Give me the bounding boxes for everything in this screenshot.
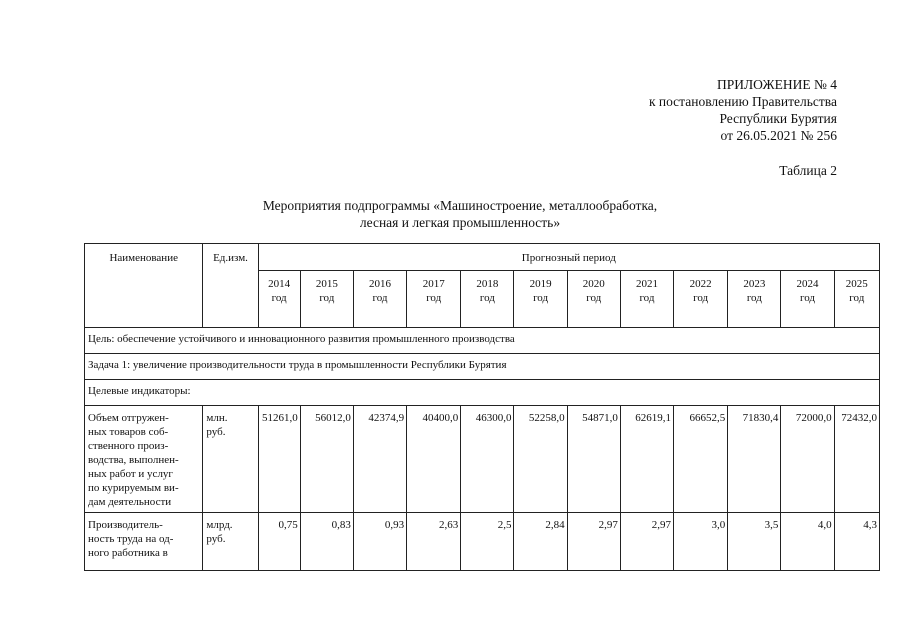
header-year-2016 bbox=[353, 271, 406, 328]
appendix-decree: к постановлению Правительства bbox=[648, 94, 837, 109]
value-cell-2015: 0,83 bbox=[300, 513, 353, 571]
value-cell-2024: 72000,0 bbox=[781, 406, 834, 513]
indicator-name-line: по курируемым ви- bbox=[88, 482, 179, 494]
header-year-suffix: год bbox=[800, 292, 816, 304]
goal-row: Цель: обеспечение устойчивого и инновационного развития промышленного производства bbox=[85, 328, 880, 354]
header-year-2024 bbox=[781, 271, 834, 328]
value-cell-2014: 0,75 bbox=[258, 513, 300, 571]
header-year-2014 bbox=[258, 271, 300, 328]
value-cell-2025: 4,3 bbox=[834, 513, 879, 571]
indicator-unit-cell bbox=[203, 406, 258, 513]
header-year-number: 2022 bbox=[689, 278, 712, 290]
header-year-suffix: год bbox=[319, 292, 335, 304]
header-year-number: 2025 bbox=[845, 278, 868, 290]
value-cell-2016: 42374,9 bbox=[353, 406, 406, 513]
value-cell-2018: 46300,0 bbox=[461, 406, 514, 513]
header-year-number: 2021 bbox=[635, 278, 658, 290]
value-cell-2019: 52258,0 bbox=[514, 406, 567, 513]
value-cell-2018: 2,5 bbox=[461, 513, 514, 571]
header-unit: Ед.изм. bbox=[203, 244, 258, 328]
indicator-name-line: ность труда на од- bbox=[88, 533, 174, 545]
value-cell-2024: 4,0 bbox=[781, 513, 834, 571]
appendix-number: ПРИЛОЖЕНИЕ № 4 bbox=[716, 77, 837, 92]
header-year-number: 2016 bbox=[369, 278, 392, 290]
table-row bbox=[85, 513, 880, 571]
value-cell-2023: 71830,4 bbox=[728, 406, 781, 513]
indicator-name-line: ного работника в bbox=[88, 547, 168, 559]
indicator-name-line: ных работ и услуг bbox=[88, 468, 173, 480]
task-row: Задача 1: увеличение производительности труда в промышленности Республики Бурятия bbox=[85, 354, 880, 380]
indicator-name-line: Производитель- bbox=[88, 519, 163, 531]
header-year-2021 bbox=[620, 271, 673, 328]
indicator-name-line: дам деятельности bbox=[88, 496, 172, 508]
header-year-number: 2023 bbox=[743, 278, 766, 290]
document-title bbox=[0, 197, 905, 231]
indicator-name-cell bbox=[85, 513, 203, 571]
header-year-number: 2020 bbox=[582, 278, 605, 290]
value-cell-2017: 2,63 bbox=[407, 513, 461, 571]
table-body bbox=[85, 328, 880, 571]
header-year-number: 2017 bbox=[422, 278, 445, 290]
header-year-suffix: год bbox=[693, 292, 709, 304]
indicator-name-line: Объем отгружен- bbox=[88, 412, 169, 424]
value-cell-2017: 40400,0 bbox=[407, 406, 461, 513]
value-cell-2016: 0,93 bbox=[353, 513, 406, 571]
header-year-suffix: год bbox=[586, 292, 602, 304]
header-year-2025 bbox=[834, 271, 879, 328]
value-cell-2015: 56012,0 bbox=[300, 406, 353, 513]
header-year-suffix: год bbox=[639, 292, 655, 304]
header-year-2019 bbox=[514, 271, 567, 328]
indicator-unit-line: млн. bbox=[206, 412, 228, 424]
indicator-unit-line: млрд. bbox=[206, 519, 233, 531]
value-cell-2014: 51261,0 bbox=[258, 406, 300, 513]
value-cell-2022: 3,0 bbox=[674, 513, 728, 571]
title-line-1: Мероприятия подпрограммы «Машиностроение, металлообработка, bbox=[262, 198, 658, 213]
value-cell-2021: 2,97 bbox=[620, 513, 673, 571]
header-year-number: 2024 bbox=[796, 278, 819, 290]
value-cell-2020: 2,97 bbox=[567, 513, 620, 571]
value-cell-2023: 3,5 bbox=[728, 513, 781, 571]
header-name: Наименование bbox=[85, 244, 203, 328]
header-year-2015 bbox=[300, 271, 353, 328]
value-cell-2022: 66652,5 bbox=[674, 406, 728, 513]
value-cell-2021: 62619,1 bbox=[620, 406, 673, 513]
header-year-suffix: год bbox=[849, 292, 865, 304]
value-cell-2020: 54871,0 bbox=[567, 406, 620, 513]
indicator-name-line: ных товаров соб- bbox=[88, 426, 169, 438]
header-year-number: 2015 bbox=[315, 278, 338, 290]
header-year-number: 2018 bbox=[476, 278, 499, 290]
indicators-label-row: Целевые индикаторы: bbox=[85, 380, 880, 406]
appendix-date: от 26.05.2021 № 256 bbox=[720, 128, 837, 143]
indicator-unit-line: руб. bbox=[206, 533, 226, 545]
header-year-2020 bbox=[567, 271, 620, 328]
title-line-2: лесная и легкая промышленность» bbox=[359, 215, 561, 230]
indicators-table bbox=[84, 243, 880, 571]
appendix-block bbox=[649, 76, 837, 144]
header-year-suffix: год bbox=[479, 292, 495, 304]
indicator-name-line: водства, выполнен- bbox=[88, 454, 179, 466]
table-label: Таблица 2 bbox=[779, 163, 837, 178]
header-year-2023 bbox=[728, 271, 781, 328]
header-year-suffix: год bbox=[533, 292, 549, 304]
indicator-name-cell bbox=[85, 406, 203, 513]
header-year-2022 bbox=[674, 271, 728, 328]
indicator-name-line: ственного произ- bbox=[88, 440, 169, 452]
header-year-2018 bbox=[461, 271, 514, 328]
header-year-suffix: год bbox=[372, 292, 388, 304]
header-year-suffix: год bbox=[426, 292, 442, 304]
indicator-unit-cell bbox=[203, 513, 258, 571]
header-year-number: 2019 bbox=[529, 278, 552, 290]
header-year-suffix: год bbox=[746, 292, 762, 304]
indicator-unit-line: руб. bbox=[206, 426, 226, 438]
header-year-2017 bbox=[407, 271, 461, 328]
appendix-region: Республики Бурятия bbox=[719, 111, 837, 126]
header-forecast-period: Прогнозный период bbox=[258, 244, 879, 271]
table-row bbox=[85, 406, 880, 513]
value-cell-2025: 72432,0 bbox=[834, 406, 879, 513]
header-year-suffix: год bbox=[271, 292, 287, 304]
header-year-number: 2014 bbox=[268, 278, 291, 290]
value-cell-2019: 2,84 bbox=[514, 513, 567, 571]
